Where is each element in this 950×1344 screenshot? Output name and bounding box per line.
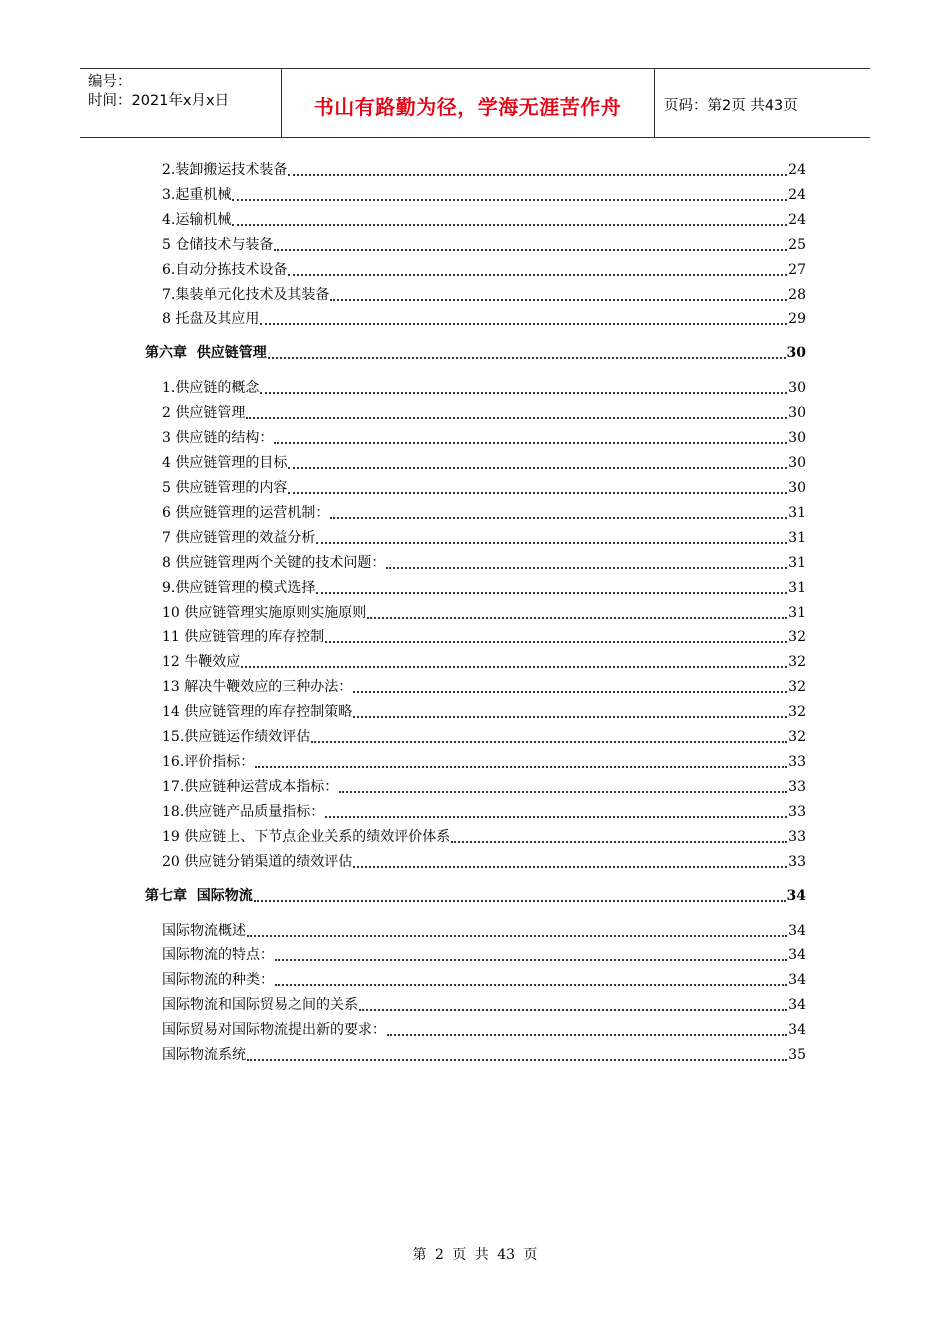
toc-entry[interactable]: [162, 993, 806, 1015]
toc-entry-page: 32: [788, 629, 806, 646]
toc-entry-page: 30: [788, 480, 806, 496]
toc-entry-page: 30: [786, 345, 806, 362]
toc-entry[interactable]: [162, 968, 806, 990]
toc-entry-title: 国际贸易对国际物流提出新的要求：: [162, 1022, 386, 1039]
toc-entry[interactable]: [162, 750, 806, 772]
toc-dot-leader: [288, 174, 787, 176]
toc-entry[interactable]: [162, 401, 806, 423]
toc-dot-leader: [316, 592, 787, 594]
toc-entry-title: 9.供应链管理的模式选择: [162, 579, 316, 596]
toc-entry-page: 34: [788, 947, 806, 964]
toc-entry-title: 国际物流的种类：: [162, 972, 274, 989]
toc-dot-leader: [353, 716, 787, 718]
toc-entry-page: 31: [788, 554, 806, 571]
toc-entry-page: 31: [788, 579, 806, 596]
toc-entry-title: 12 牛鞭效应: [162, 654, 241, 671]
toc-entry-title: 第六章 供应链管理: [145, 345, 267, 362]
toc-entry-page: 34: [788, 997, 806, 1014]
toc-entry-page: 34: [788, 972, 806, 989]
toc-entry-title: 3 供应链的结构：: [162, 430, 274, 447]
toc-dot-leader: [255, 766, 787, 768]
toc-dot-leader: [246, 417, 787, 419]
toc-dot-leader: [316, 542, 787, 544]
toc-dot-leader: [386, 567, 787, 569]
toc-entry[interactable]: [162, 800, 806, 822]
toc-dot-leader: [367, 617, 787, 619]
toc-entry-title: 7.集装单元化技术及其装备: [162, 286, 330, 303]
toc-entry-title: 11 供应链管理的库存控制: [162, 629, 325, 646]
toc-dot-leader: [330, 299, 787, 301]
toc-entry-title: 8 托盘及其应用: [162, 311, 260, 328]
toc-entry-page: 27: [788, 261, 806, 278]
toc-entry[interactable]: [162, 183, 806, 205]
toc-entry-page: 33: [788, 803, 806, 820]
toc-entry-page: 34: [786, 887, 806, 904]
toc-dot-leader: [288, 467, 787, 469]
toc-entry-page: 31: [788, 604, 806, 621]
toc-entry[interactable]: [162, 426, 806, 448]
toc-dot-leader: [247, 935, 787, 937]
toc-dot-leader: [359, 1009, 787, 1011]
toc-entry-page: 35: [788, 1047, 806, 1063]
toc-entry-page: 32: [788, 654, 806, 671]
toc-entry[interactable]: [162, 233, 806, 255]
toc-dot-leader: [274, 442, 787, 444]
serial-number-label: 编号：: [88, 74, 132, 90]
toc-entry[interactable]: [162, 307, 806, 329]
toc-entry-page: 30: [788, 405, 806, 422]
toc-entry-page: 32: [788, 729, 806, 745]
toc-dot-leader: [268, 357, 786, 359]
toc-entry-page: 25: [788, 236, 806, 253]
page-footer: 第 2 页 共 43 页: [412, 1247, 538, 1263]
toc-entry[interactable]: [162, 775, 806, 797]
toc-entry-page: 24: [788, 211, 806, 228]
toc-entry-title: 2 供应链管理: [162, 405, 246, 422]
toc-entry[interactable]: [162, 476, 806, 498]
toc-dot-leader: [241, 666, 787, 668]
toc-dot-leader: [288, 492, 787, 494]
toc-entry[interactable]: [162, 526, 806, 548]
toc-dot-leader: [254, 900, 786, 902]
toc-entry-page: 29: [788, 311, 806, 328]
toc-entry-title: 第七章 国际物流: [145, 887, 253, 904]
toc-entry-title: 4 供应链管理的目标: [162, 455, 288, 472]
toc-dot-leader: [247, 1059, 787, 1061]
toc-entry-title: 18.供应链产品质量指标：: [162, 803, 325, 820]
toc-entry[interactable]: [162, 376, 806, 398]
toc-dot-leader: [275, 984, 787, 986]
toc-dot-leader: [274, 249, 787, 251]
toc-entry-page: 33: [788, 828, 806, 845]
toc-entry-page: 34: [788, 1022, 806, 1039]
toc-entry-title: 8 供应链管理两个关键的技术问题：: [162, 554, 386, 571]
toc-entry[interactable]: [162, 919, 806, 941]
toc-entry-title: 国际物流和国际贸易之间的关系: [162, 997, 358, 1014]
toc-entry[interactable]: [162, 601, 806, 623]
toc-dot-leader: [330, 517, 787, 519]
toc-dot-leader: [232, 199, 787, 201]
toc-dot-leader: [353, 866, 787, 868]
toc-entry[interactable]: [162, 850, 806, 872]
toc-entry-title: 3.起重机械: [162, 186, 232, 203]
toc-dot-leader: [353, 691, 787, 693]
toc-entry-title: 13 解决牛鞭效应的三种办法：: [162, 679, 353, 696]
toc-dot-leader: [325, 816, 787, 818]
toc-dot-leader: [311, 741, 787, 743]
toc-entry-title: 5 仓储技术与装备: [162, 236, 274, 253]
toc-entry[interactable]: [162, 501, 806, 523]
toc-entry-title: 1.供应链的概念: [162, 380, 260, 397]
toc-entry[interactable]: [162, 208, 806, 230]
toc-entry[interactable]: [162, 943, 806, 965]
header-page-info: 页码：第2页 共43页: [664, 98, 798, 114]
toc-dot-leader: [451, 841, 787, 843]
toc-entry-page: 30: [788, 430, 806, 447]
toc-entry-title: 17.供应链种运营成本指标：: [162, 778, 339, 795]
toc-chapter-entry[interactable]: [145, 341, 806, 363]
toc-entry-title: 4.运输机械: [162, 211, 232, 228]
toc-entry[interactable]: [162, 1018, 806, 1040]
toc-entry-title: 15.供应链运作绩效评估: [162, 729, 311, 745]
toc-entry-title: 7 供应链管理的效益分析: [162, 529, 316, 546]
toc-entry-page: 33: [788, 853, 806, 870]
toc-entry[interactable]: [162, 700, 806, 722]
toc-entry-page: 30: [788, 380, 806, 397]
toc-entry-title: 国际物流概述: [162, 922, 246, 939]
toc-entry-page: 28: [788, 286, 806, 303]
toc-dot-leader: [339, 791, 787, 793]
motto-text: 书山有路勤为径，学海无涯苦作舟: [313, 95, 622, 119]
toc-entry[interactable]: [162, 283, 806, 305]
toc-entry-page: 32: [788, 704, 806, 721]
toc-entry[interactable]: [162, 158, 806, 180]
toc-chapter-entry[interactable]: [145, 884, 806, 906]
toc-dot-leader: [232, 224, 787, 226]
toc-dot-leader: [260, 392, 787, 394]
toc-entry-title: 10 供应链管理实施原则实施原则: [162, 604, 367, 621]
toc-entry-page: 34: [788, 922, 806, 939]
toc-dot-leader: [288, 274, 787, 276]
toc-entry[interactable]: [162, 625, 806, 647]
toc-entry-title: 国际物流系统: [162, 1047, 246, 1063]
toc-dot-leader: [275, 959, 787, 961]
toc-entry[interactable]: [162, 825, 806, 847]
toc-dot-leader: [325, 641, 787, 643]
toc-entry[interactable]: [162, 675, 806, 697]
toc-entry-title: 2.装卸搬运技术装备: [162, 162, 288, 178]
toc-entry-title: 6 供应链管理的运营机制：: [162, 504, 330, 521]
toc-entry-title: 16.评价指标：: [162, 753, 255, 770]
toc-entry-page: 30: [788, 455, 806, 472]
toc-entry[interactable]: [162, 258, 806, 280]
toc-entry[interactable]: [162, 551, 806, 573]
toc-entry-page: 32: [788, 679, 806, 696]
toc-entry-title: 国际物流的特点：: [162, 947, 274, 964]
toc-entry[interactable]: [162, 576, 806, 598]
toc-entry-page: 31: [788, 529, 806, 546]
toc-entry-page: 24: [788, 186, 806, 203]
toc-entry-title: 20 供应链分销渠道的绩效评估: [162, 853, 353, 870]
toc-entry-page: 33: [788, 778, 806, 795]
toc-entry-title: 6.自动分拣技术设备: [162, 261, 288, 278]
toc-entry-title: 5 供应链管理的内容: [162, 480, 288, 496]
toc-entry[interactable]: [162, 650, 806, 672]
toc-dot-leader: [387, 1034, 787, 1036]
toc-entry-page: 24: [788, 162, 806, 178]
date-label: 时间：2021年x月x日: [88, 93, 230, 109]
toc-entry[interactable]: [162, 725, 806, 747]
toc-entry-page: 33: [788, 753, 806, 770]
toc-entry-page: 31: [788, 504, 806, 521]
toc-entry[interactable]: [162, 451, 806, 473]
toc-dot-leader: [260, 323, 787, 325]
toc-entry-title: 19 供应链上、下节点企业关系的绩效评价体系: [162, 828, 451, 845]
toc-entry[interactable]: [162, 1043, 806, 1065]
toc-entry-title: 14 供应链管理的库存控制策略: [162, 704, 353, 721]
